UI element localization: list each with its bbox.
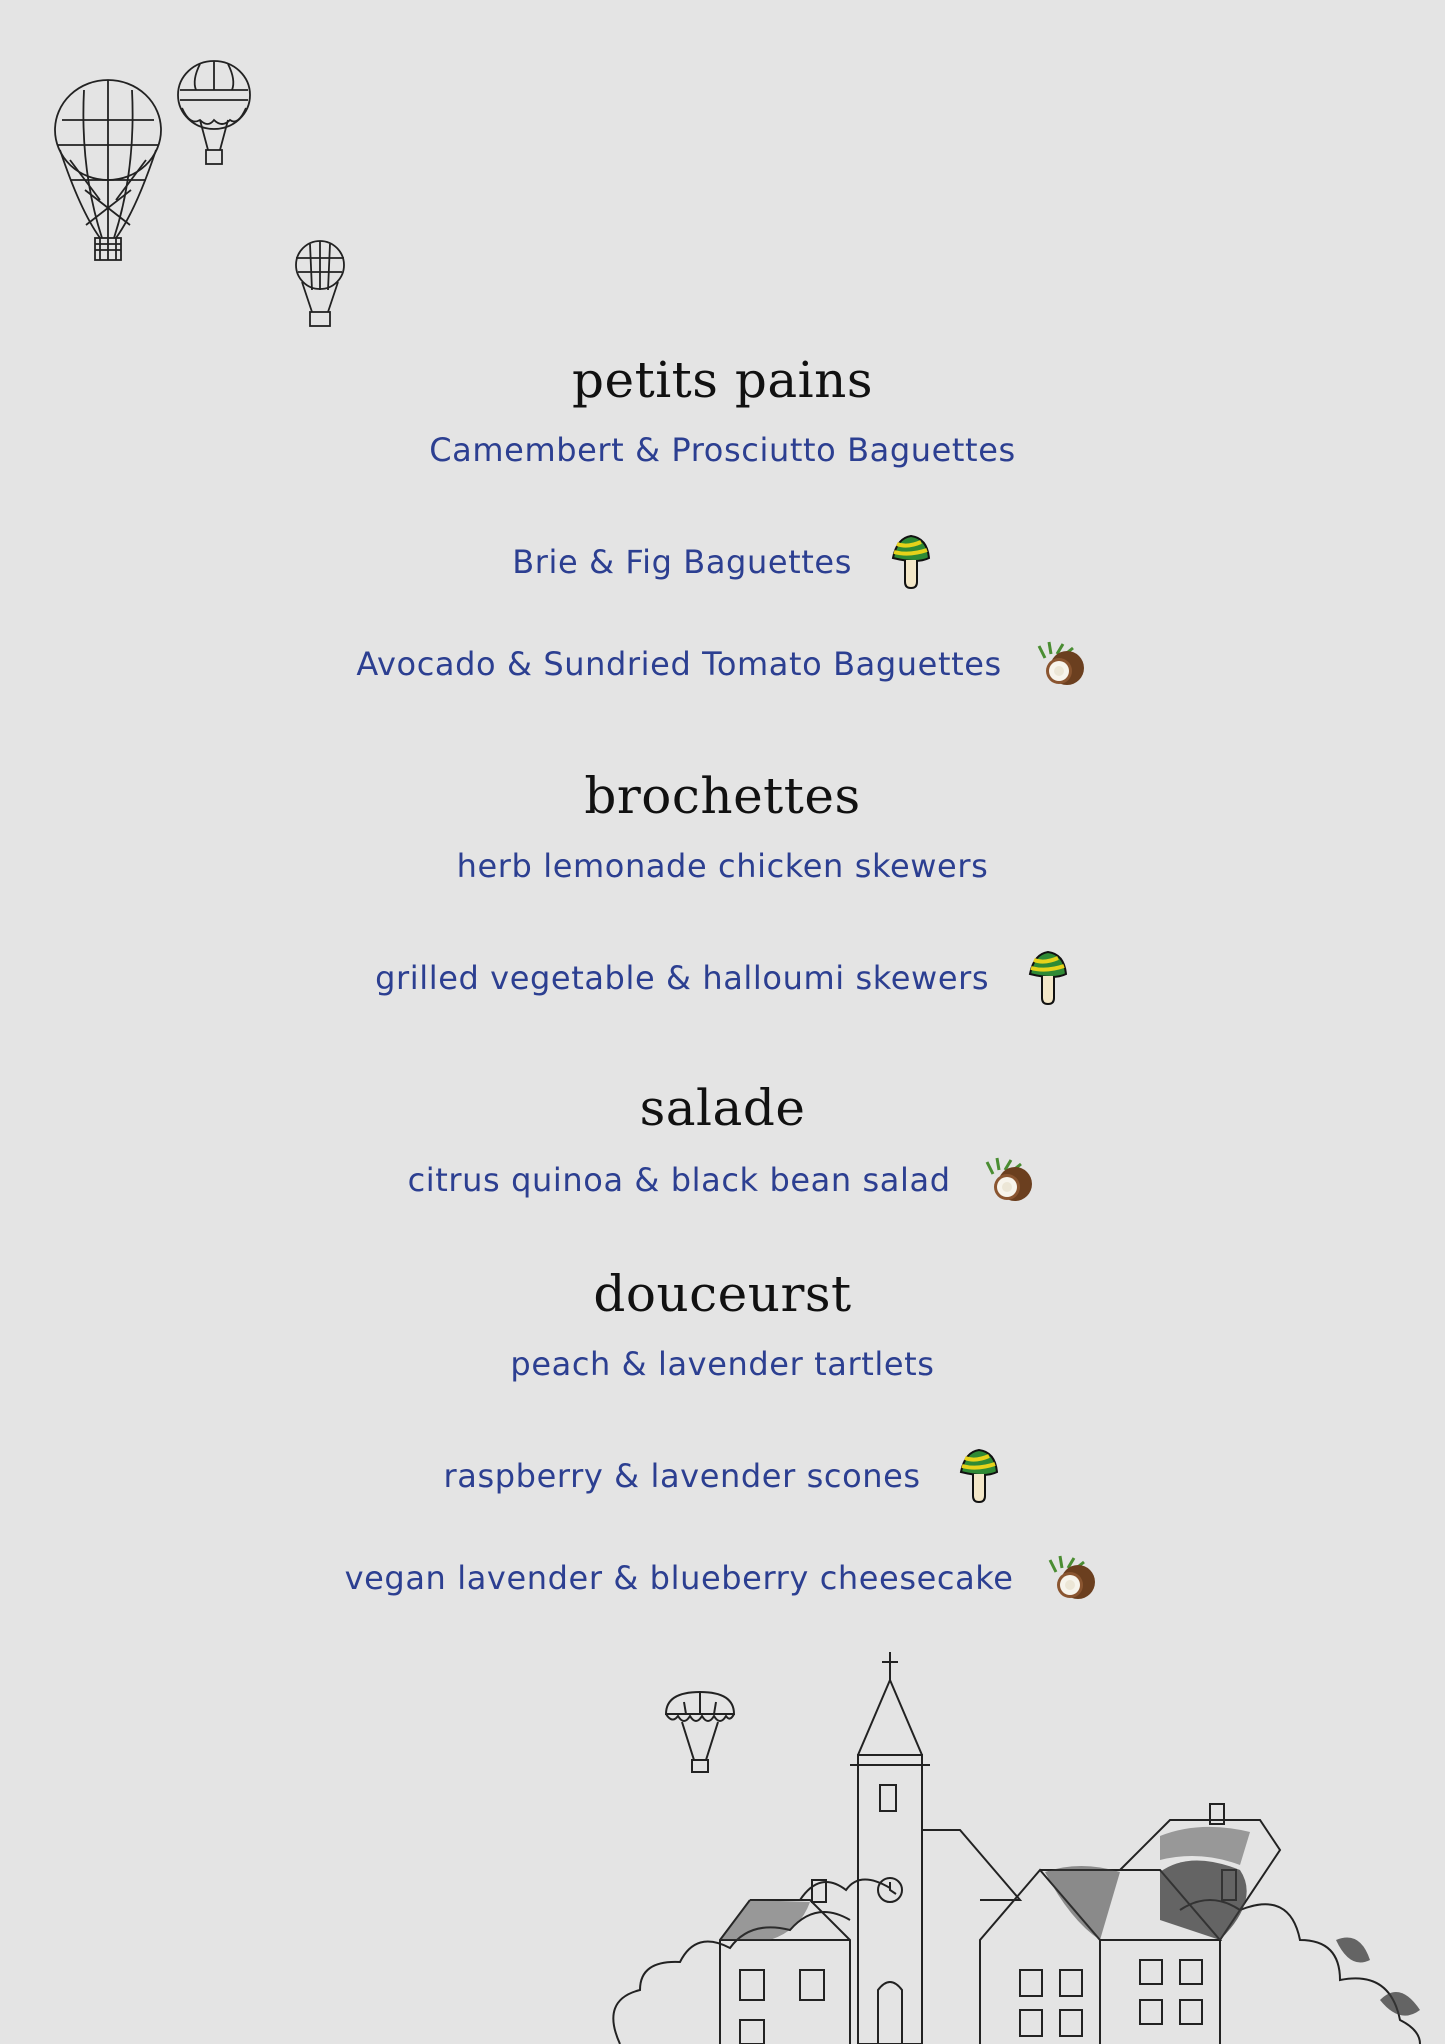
section-title-salade: salade <box>639 1079 806 1137</box>
menu-item <box>0 640 1445 688</box>
section-title-brochettes: brochettes <box>584 767 861 825</box>
menu-item-label: citrus quinoa & black bean salad <box>407 1161 951 1199</box>
menu-item <box>0 1156 1445 1204</box>
menu-item-label: grilled vegetable & halloumi skewers <box>375 959 990 997</box>
menu-item-label: vegan lavender & blueberry cheesecake <box>344 1559 1014 1597</box>
section-title-douceurst: douceurst <box>593 1265 852 1323</box>
menu-item <box>0 950 1445 1006</box>
menu-item-label: Camembert & Prosciutto Baguettes <box>429 431 1016 469</box>
mushroom-icon <box>955 1448 1001 1504</box>
menu-item <box>0 1448 1445 1504</box>
coconut-icon <box>985 1156 1037 1204</box>
menu-item-label: peach & lavender tartlets <box>510 1345 935 1383</box>
menu-item-label: Brie & Fig Baguettes <box>512 543 852 581</box>
menu-item-label: herb lemonade chicken skewers <box>456 847 989 885</box>
coconut-icon <box>1048 1554 1100 1602</box>
hot-air-balloons-illustration <box>40 50 370 330</box>
section-title-petits-pains: petits pains <box>572 351 873 409</box>
menu-item-label: raspberry & lavender scones <box>443 1457 921 1495</box>
menu-item <box>0 534 1445 590</box>
menu-item <box>0 1342 1445 1384</box>
mushroom-icon <box>1024 950 1070 1006</box>
menu-item <box>0 1554 1445 1602</box>
menu-item <box>0 844 1445 886</box>
mushroom-icon <box>887 534 933 590</box>
coconut-icon <box>1037 640 1089 688</box>
menu-item <box>0 428 1445 470</box>
menu-item-label: Avocado & Sundried Tomato Baguettes <box>356 645 1002 683</box>
village-church-illustration <box>600 1640 1445 2044</box>
